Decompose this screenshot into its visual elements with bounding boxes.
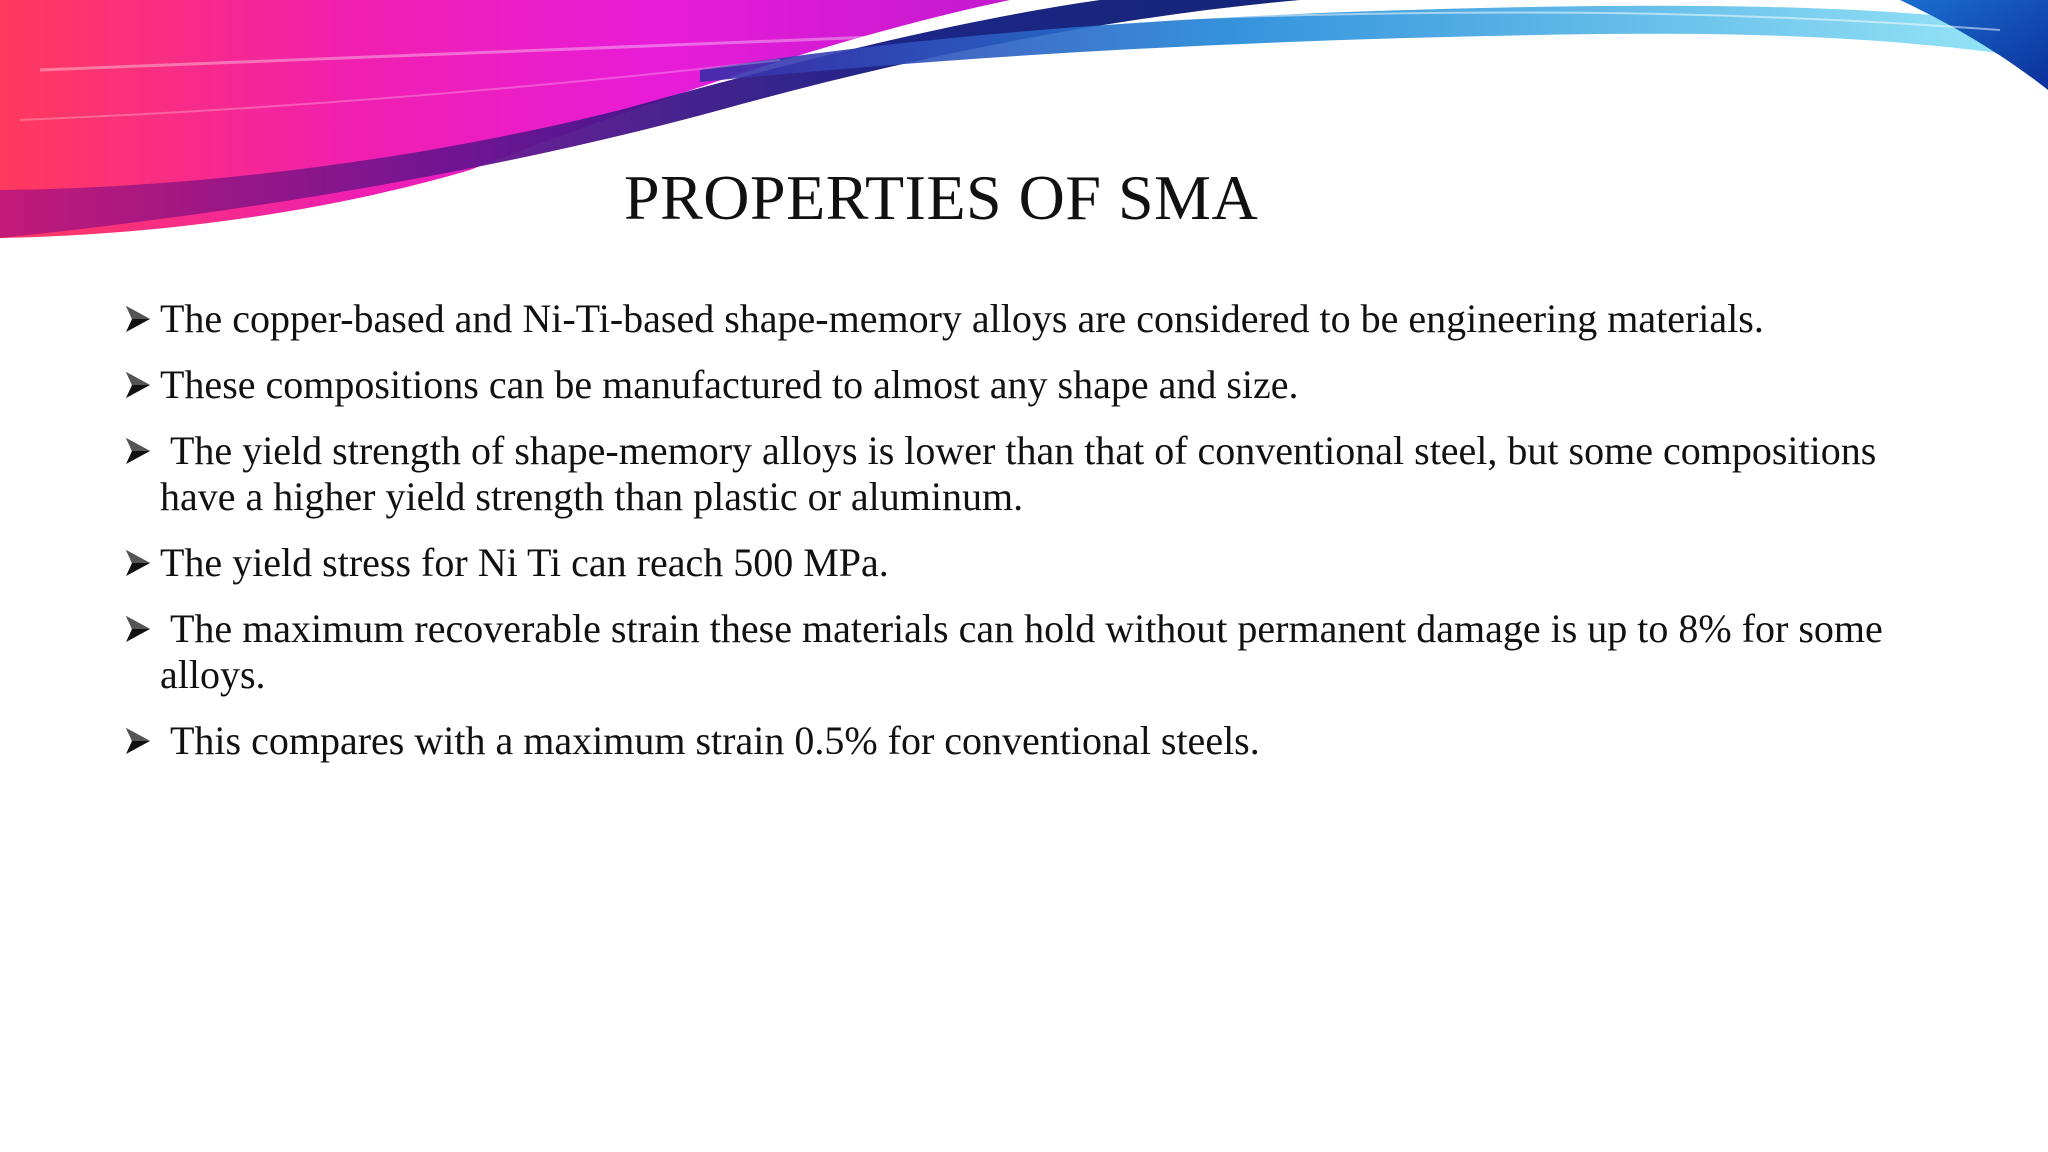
- arrowhead-bullet-icon: [124, 546, 154, 580]
- bullet-item: [124, 718, 1914, 764]
- slide-title: PROPERTIES OF SMA: [624, 162, 1259, 233]
- bullet-item: [124, 540, 1914, 586]
- bullet-item: [124, 362, 1914, 408]
- bullet-item: [124, 606, 1914, 698]
- bullet-text: The maximum recoverable strain these materials can hold without permanent damage is up to 8% for some alloys.: [160, 606, 1883, 697]
- bullet-text: The copper-based and Ni-Ti-based shape-memory alloys are considered to be engineering materials.: [160, 296, 1764, 341]
- arrowhead-bullet-icon: [124, 434, 154, 468]
- bullet-list: [124, 296, 1914, 784]
- arrowhead-bullet-icon: [124, 302, 154, 336]
- bullet-text: This compares with a maximum strain 0.5% for conventional steels.: [170, 718, 1260, 763]
- bullet-text: These compositions can be manufactured to almost any shape and size.: [160, 362, 1299, 407]
- arrowhead-bullet-icon: [124, 368, 154, 402]
- bullet-text: The yield stress for Ni Ti can reach 500 MPa.: [160, 540, 889, 585]
- arrowhead-bullet-icon: [124, 612, 154, 646]
- bullet-item: [124, 296, 1914, 342]
- bullet-text: The yield strength of shape-memory alloys is lower than that of conventional steel, but some compositions have a higher yield strength than plastic or aluminum.: [160, 428, 1877, 519]
- bullet-item: [124, 428, 1914, 520]
- arrowhead-bullet-icon: [124, 724, 154, 758]
